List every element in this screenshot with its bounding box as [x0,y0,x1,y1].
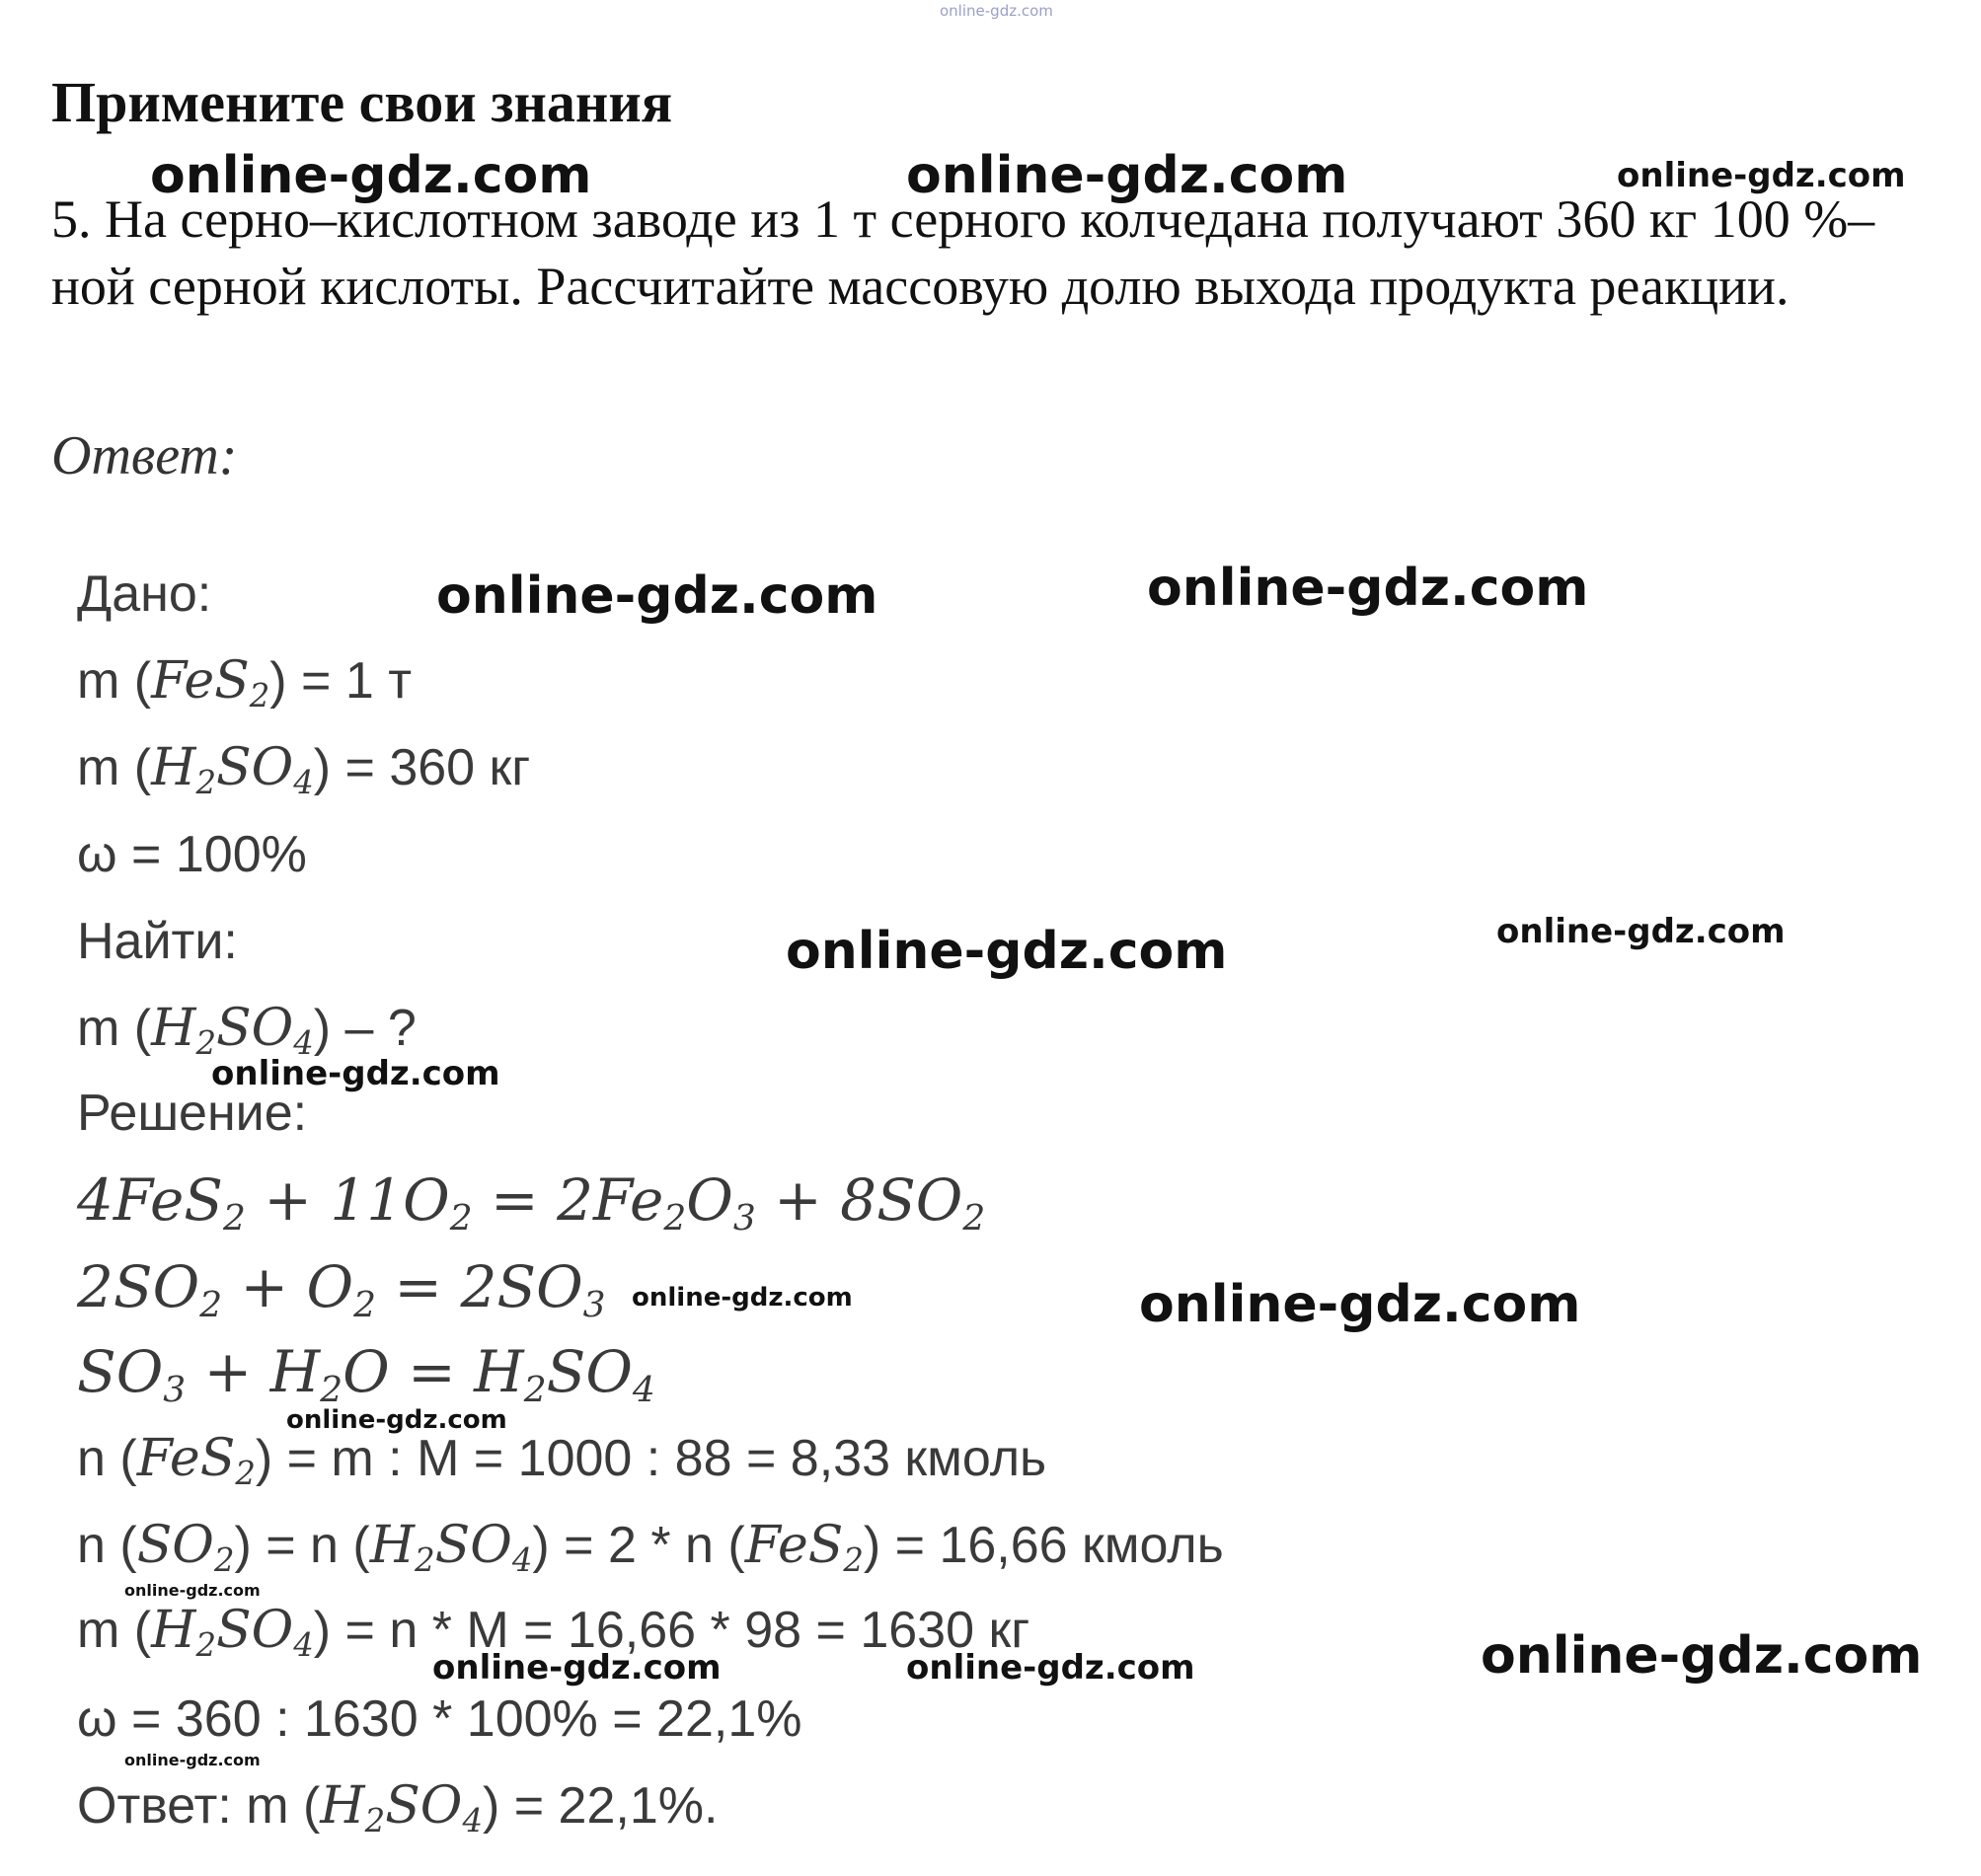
calc-moles-so2: n $(SO_2) = n$ $(H_2SO_4) = 2 * n$ (FeS$_2$) = 16,66 кмоль [77,1516,1224,1580]
problem-text: 5. На серно–кислотном заводе из 1 т серного колчедана получают 360 кг 100 %–ной серной кислоты. Рассчитайте массовую долю выхода продукта реакции. [51,189,1875,316]
equation-1: $4FeS_2 + 11O_2 = 2Fe_2O_3 + 8SO_2$ [77,1166,986,1239]
watermark: online-gdz.com [432,1648,722,1688]
watermark-top: online-gdz.com [940,2,1053,20]
given-label: Дано: [77,565,212,623]
watermark: online-gdz.com [906,146,1348,205]
equation-2: $2SO_2 + O_2 = 2SO_3$ [77,1253,606,1326]
section-heading: Примените свои знания [51,70,673,134]
watermark: online-gdz.com [124,1581,261,1600]
watermark: online-gdz.com [1139,1275,1581,1334]
given-mass-fes2: m (FeS$_2$) = 1 т [77,651,413,715]
calc-mass-h2so4: m $(H_2SO_4) = n * M = 16,66 * 98 = 1630$ кг [77,1601,1030,1665]
watermark: online-gdz.com [150,146,592,205]
watermark: online-gdz.com [436,566,878,626]
watermark: online-gdz.com [632,1283,853,1313]
equation-3: $SO_3 + H_2O = H_2SO_4$ [77,1338,655,1411]
watermark: online-gdz.com [1617,156,1906,195]
watermark: online-gdz.com [1481,1626,1923,1686]
find-mass-h2so4: m $(H_2SO_4)$ – ? [77,999,417,1063]
watermark: online-gdz.com [906,1648,1195,1688]
calc-moles-fes2: n (FeS$_2$) = m : M = 1000 : 88 = 8,33 кмоль [77,1429,1047,1493]
answer-label: Ответ: [51,425,238,487]
given-mass-h2so4: m $(H_2SO_4) = 360$ кг [77,738,531,802]
watermark: online-gdz.com [1496,912,1786,951]
solution-label: Решение: [77,1085,308,1142]
watermark: online-gdz.com [124,1751,261,1769]
watermark: online-gdz.com [1147,559,1589,618]
watermark: online-gdz.com [211,1054,500,1093]
find-label: Найти: [77,913,238,970]
watermark: online-gdz.com [286,1405,507,1435]
calc-omega: ω = 360 : 1630 * 100% = 22,1% [77,1690,802,1748]
watermark: online-gdz.com [786,922,1228,981]
given-omega: ω = 100% [77,826,307,883]
final-answer: Ответ: m $(H_2SO_4) = 22,1\%$. [77,1776,719,1840]
